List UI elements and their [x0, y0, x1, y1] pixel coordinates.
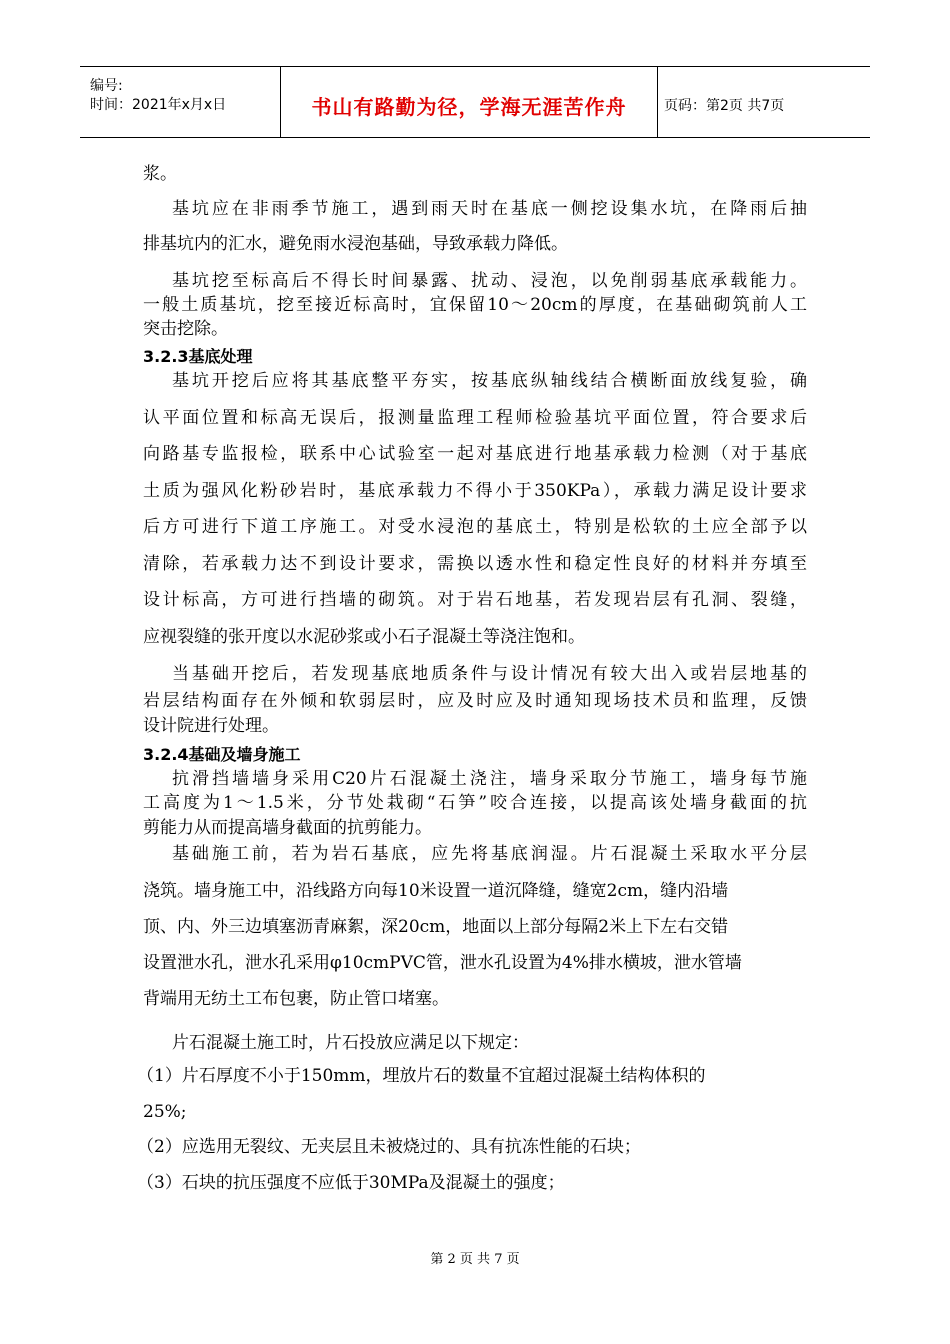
body-line: 基坑挖至标高后不得长时间暴露、扰动、浸泡，以免削弱基底承载能力。 [172, 271, 807, 291]
body-line: 土质为强风化粉砂岩时，基底承载力不得小于350KPa），承载力满足设计要求 [143, 481, 807, 501]
header-motto-cell [281, 67, 658, 137]
list-item: （2）应选用无裂纹、无夹层且未被烧过的、具有抗冻性能的石块； [137, 1137, 641, 1157]
body-line: 基础施工前，若为岩石基底，应先将基底润湿。片石混凝土采取水平分层 [172, 844, 807, 864]
body-line: 应视裂缝的张开度以水泥砂浆或小石子混凝土等浇注饱和。 [143, 627, 585, 647]
body-line: 背端用无纺土工布包裹，防止管口堵塞。 [143, 989, 449, 1009]
body-line: 工高度为1～1.5米，分节处栽砌“石笋”咬合连接，以提高该处墙身截面的抗 [143, 793, 807, 813]
body-line: 向路基专监报检，联系中心试验室一起对基底进行地基承载力检测（对于基底 [143, 444, 807, 464]
list-item: （1）片石厚度不小于150mm，埋放片石的数量不宜超过混凝土结构体积的 [137, 1066, 706, 1086]
body-line: 当基础开挖后，若发现基底地质条件与设计情况有较大出入或岩层地基的 [172, 664, 807, 684]
section-heading: 3.2.4基础及墙身施工 [143, 745, 301, 764]
header-motto: 书山有路勤为径，学海无涯苦作舟 [311, 95, 627, 119]
page-footer: 第 2 页 共 7 页 [430, 1252, 520, 1267]
doc-time-label: 时间：2021年x月x日 [90, 97, 227, 113]
body-line: 岩层结构面存在外倾和软弱层时，应及时应及时通知现场技术员和监理，反馈 [143, 691, 807, 711]
body-line: 认平面位置和标高无误后，报测量监理工程师检验基坑平面位置，符合要求后 [143, 408, 807, 428]
body-line: 剪能力从而提高墙身截面的抗剪能力。 [143, 818, 432, 838]
body-line: 基坑开挖后应将其基底整平夯实，按基底纵轴线结合横断面放线复验，确 [172, 371, 807, 391]
header-page-label: 页码：第2页 共7页 [664, 98, 785, 114]
body-line: 后方可进行下道工序施工。对受水浸泡的基底土，特别是松软的土应全部予以 [143, 517, 807, 537]
document-header [80, 66, 870, 138]
section-heading: 3.2.3基底处理 [143, 347, 253, 366]
header-meta-cell [80, 67, 281, 137]
body-line: 设计标高，方可进行挡墙的砌筑。对于岩石地基，若发现岩层有孔洞、裂缝， [143, 590, 807, 610]
body-line: 清除，若承载力达不到设计要求，需换以透水性和稳定性良好的材料并夯填至 [143, 554, 807, 574]
body-line: 片石混凝土施工时，片石投放应满足以下规定： [172, 1033, 529, 1053]
body-line: 突击挖除。 [143, 319, 228, 339]
doc-number-label: 编号: [90, 78, 123, 94]
list-item-continuation: 25%; [143, 1102, 187, 1122]
body-line: 排基坑内的汇水，避免雨水浸泡基础，导致承载力降低。 [143, 234, 568, 254]
body-line: 设置泄水孔，泄水孔采用φ10cmPVC管，泄水孔设置为4%排水横坡，泄水管墙 [143, 953, 742, 973]
body-line: 抗滑挡墙墙身采用C20片石混凝土浇注，墙身采取分节施工，墙身每节施 [172, 769, 807, 789]
list-item: （3）石块的抗压强度不应低于30MPa及混凝土的强度； [137, 1173, 565, 1193]
header-page-cell [658, 67, 870, 137]
body-line: 顶、内、外三边填塞沥青麻絮，深20cm，地面以上部分每隔2米上下左右交错 [143, 917, 729, 937]
body-line: 浇筑。墙身施工中，沿线路方向每10米设置一道沉降缝，缝宽2cm，缝内沿墙 [143, 881, 729, 901]
body-line: 浆。 [143, 164, 177, 184]
body-line: 基坑应在非雨季节施工，遇到雨天时在基底一侧挖设集水坑，在降雨后抽 [172, 199, 807, 219]
body-line: 设计院进行处理。 [143, 716, 279, 736]
body-line: 一般土质基坑，挖至接近标高时，宜保留10～20cm的厚度，在基础砌筑前人工 [143, 295, 807, 315]
